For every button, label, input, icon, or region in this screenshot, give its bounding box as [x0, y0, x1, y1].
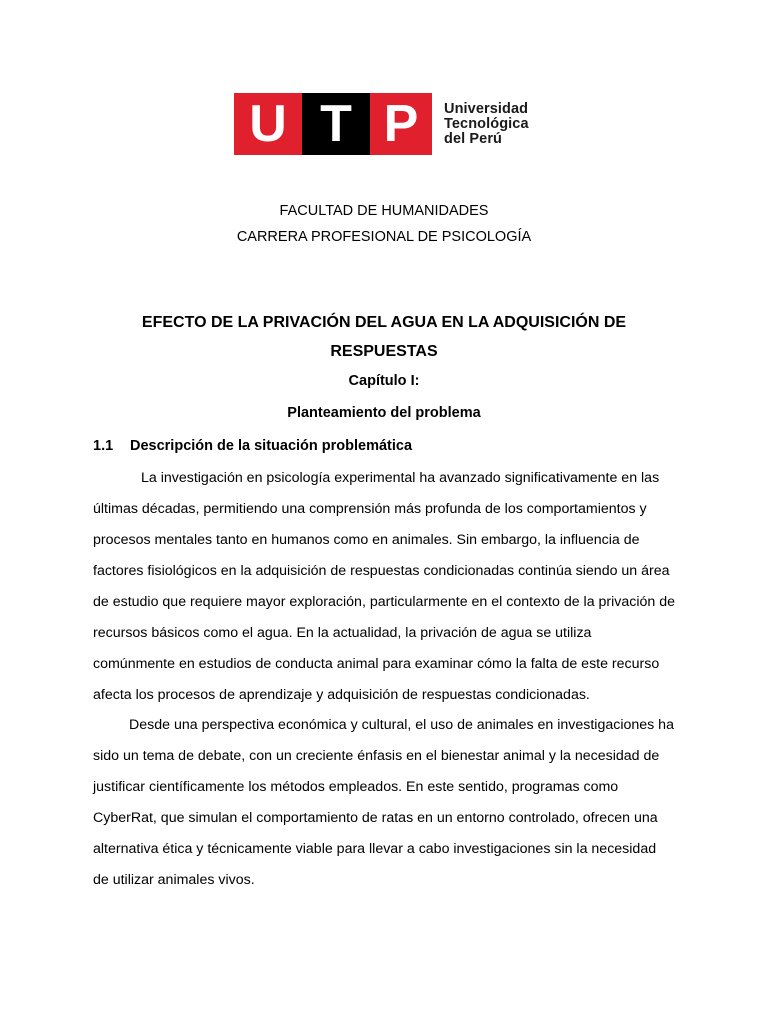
section-number: 1.1: [93, 438, 114, 454]
logo-letter-t: T: [302, 93, 370, 155]
paragraph-line: La investigación en psicología experimental ha avanzado significativamente en las: [141, 470, 660, 486]
section-heading: [93, 438, 412, 454]
document-title-line-2: RESPUESTAS: [330, 343, 438, 360]
faculty-heading: FACULTAD DE HUMANIDADES: [279, 203, 489, 219]
logo-letter-u: U: [234, 93, 302, 155]
paragraph-line: justificar científicamente los métodos empleados. En este sentido, programas como: [93, 779, 619, 795]
document-title-line-1: EFECTO DE LA PRIVACIÓN DEL AGUA EN LA ADQUISICIÓN DE: [141, 314, 627, 331]
paragraph-line: sido un tema de debate, con un creciente énfasis en el bienestar animal y la necesidad de: [93, 748, 660, 764]
paragraph-line: recursos básicos como el agua. En la actualidad, la privación de agua se utiliza: [93, 625, 592, 641]
paragraph-line: últimas décadas, permitiendo una comprensión más profunda de los comportamientos y: [93, 501, 647, 517]
section-title: Descripción de la situación problemática: [130, 438, 413, 454]
chapter-label: Capítulo I:: [348, 373, 420, 389]
paragraph-line: CyberRat, que simulan el comportamiento de ratas en un entorno controlado, ofrecen una: [93, 810, 658, 826]
paragraph-line: afecta los procesos de aprendizaje y adquisición de respuestas condicionadas.: [93, 687, 590, 703]
logo-name-line: del Perú: [444, 130, 503, 147]
paragraph-line: Desde una perspectiva económica y cultural, el uso de animales en investigaciones ha: [129, 717, 674, 733]
paragraph-line: comúnmente en estudios de conducta animal para examinar cómo la falta de este recurso: [93, 656, 660, 672]
paragraph-line: factores fisiológicos en la adquisición de respuestas condicionadas continúa siendo un área: [93, 563, 670, 579]
career-heading: CARRERA PROFESIONAL DE PSICOLOGÍA: [236, 229, 532, 245]
paragraph-line: de estudio que requiere mayor exploración, particularmente en el contexto de la privación de: [93, 594, 676, 610]
logo-name-line: Tecnológica: [444, 115, 529, 132]
chapter-title: Planteamiento del problema: [287, 405, 481, 421]
paragraph-line: alternativa ética y técnicamente viable para llevar a cabo investigaciones sin la necesidad: [93, 841, 657, 857]
logo-institution-name: [444, 102, 529, 147]
paragraph-line: procesos mentales tanto en humanos como en animales. Sin embargo, la influencia de: [93, 532, 640, 548]
utp-logo: [234, 93, 529, 155]
logo-name-line: Universidad: [444, 100, 529, 117]
paragraph-line: de utilizar animales vivos.: [93, 872, 255, 888]
logo-letter-p: P: [370, 93, 432, 155]
